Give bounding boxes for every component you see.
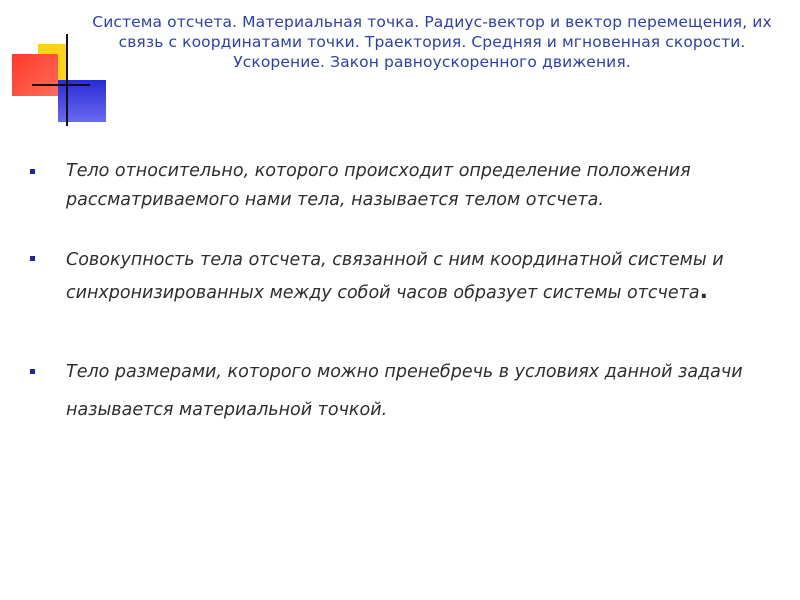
bullet-item bbox=[30, 244, 750, 309]
square-bullet-icon bbox=[30, 169, 35, 174]
square-bullet-icon bbox=[30, 256, 35, 261]
bullet-trailing-dot: . bbox=[699, 279, 708, 304]
vertical-line bbox=[66, 34, 68, 126]
red-square bbox=[12, 54, 58, 96]
bullet-text: Совокупность тела отсчета, связанной с ним координатной системы и синхронизированных между собой часов образует системы отсчета bbox=[66, 250, 724, 303]
bullet-item bbox=[30, 353, 750, 429]
horizontal-line bbox=[32, 84, 90, 86]
slide-title: Система отсчета. Материальная точка. Радиус-вектор и вектор перемещения, их связь с координатами точки. Траектория. Средняя и мгновенная скорости. Ускорение. Закон равноускоренного движения. bbox=[92, 13, 772, 71]
bullet-text: Тело размерами, которого можно пренебречь в условиях данной задачи называется материальной точкой. bbox=[66, 362, 743, 420]
square-bullet-icon bbox=[30, 369, 35, 374]
bullet-list bbox=[30, 157, 750, 429]
bullet-text: Тело относительно, которого происходит определение положения рассматриваемого нами тела, называется телом отсчета. bbox=[66, 161, 691, 210]
bullet-item bbox=[30, 157, 750, 215]
